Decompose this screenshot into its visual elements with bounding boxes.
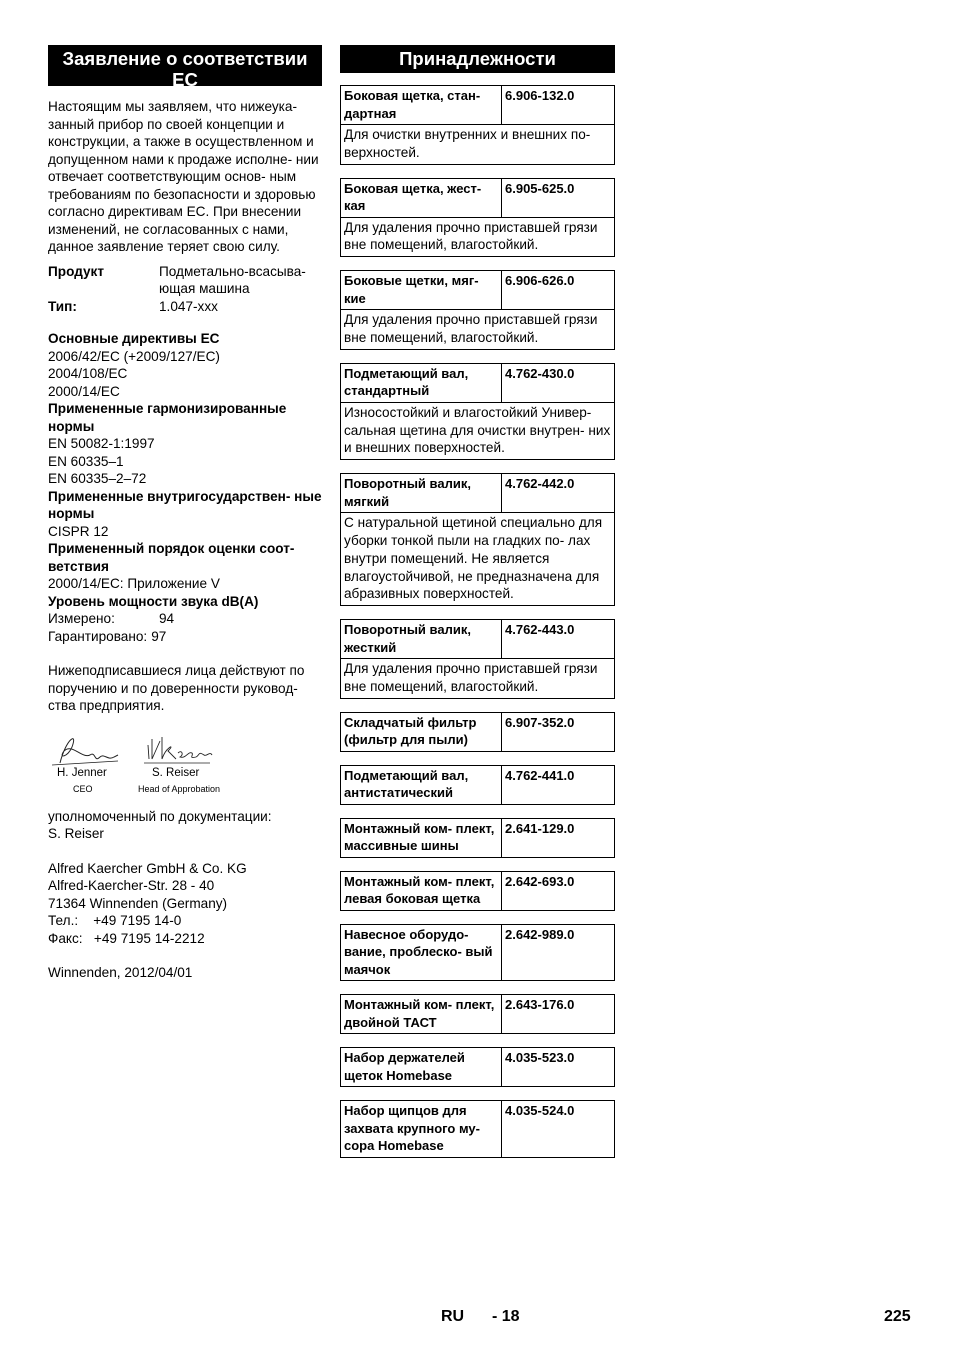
signer2-name: S. Reiser	[152, 766, 200, 779]
national-label: Примененные внутригосударствен- ные нормы	[48, 488, 322, 521]
accessory-item	[340, 818, 615, 858]
accessory-description: Для удаления прочно приставшей грязи вне помещений, влагостойкий.	[341, 217, 614, 257]
footer-page-local: - 18	[492, 1308, 520, 1325]
accessory-item	[340, 178, 615, 258]
accessory-code: 2.643-176.0	[505, 997, 575, 1013]
accessory-header-row	[341, 1101, 614, 1157]
accessory-name: Боковая щетка, стан- дартная	[341, 86, 502, 124]
accessory-description: Для очистки внутренних и внешних по- верхностей.	[341, 124, 614, 164]
company-name: Alfred Kaercher GmbH & Co. KG	[48, 860, 247, 876]
accessories-heading: Принадлежности	[340, 45, 615, 73]
directive-item: 2004/108/ЕС	[48, 366, 128, 381]
accessory-header-row	[341, 713, 614, 751]
accessory-code: 4.762-430.0	[505, 365, 575, 381]
directive-item: 2006/42/ЕС (+2009/127/EC)	[48, 348, 220, 364]
guaranteed-value: 97	[151, 628, 167, 644]
accessory-item	[340, 363, 615, 460]
signatures	[48, 729, 322, 799]
accessory-code: 6.905-625.0	[505, 180, 575, 196]
signer2-title: Head of Approbation	[138, 783, 221, 794]
footer-lang: RU	[441, 1308, 465, 1325]
accessory-item	[340, 473, 615, 606]
accessory-header-row	[341, 364, 614, 402]
harmonized-item: EN 50082-1:1997	[48, 436, 155, 451]
signature-graphic	[48, 729, 228, 769]
directive-item: 2000/14/ЕС	[48, 383, 120, 399]
accessory-name: Набор держателей щеток Homebase	[341, 1048, 502, 1086]
footer-page-global: 225	[884, 1308, 911, 1325]
accessory-header-row	[341, 925, 614, 981]
company-street: Alfred-Kaercher-Str. 28 - 40	[48, 878, 215, 893]
accessory-description: Для удаления прочно приставшей грязи вне помещений, влагостойкий.	[341, 309, 614, 349]
accessory-item	[340, 619, 615, 699]
accessory-name: Боковая щетка, жест- кая	[341, 179, 502, 217]
type-label: Тип:	[48, 298, 77, 314]
accessory-item	[340, 1047, 615, 1087]
product-row	[48, 263, 322, 298]
accessory-name: Набор щипцов для захвата крупного му- сора Homebase	[341, 1101, 502, 1157]
measured-value: 94	[159, 611, 175, 626]
accessory-code: 2.642-989.0	[505, 926, 575, 942]
company-fax: Факс: +49 7195 14-2212	[48, 930, 205, 946]
accessory-code: 4.035-524.0	[505, 1103, 575, 1119]
accessory-header-row	[341, 995, 614, 1033]
national-item: CISPR 12	[48, 523, 109, 539]
company-city: 71364 Winnenden (Germany)	[48, 895, 228, 911]
accessory-name: Навесное оборудо- вание, проблеско- вый маячок	[341, 925, 502, 981]
doc-auth-name: S. Reiser	[48, 826, 104, 841]
accessory-item	[340, 765, 615, 805]
accessory-code: 6.906-132.0	[505, 88, 575, 103]
accessory-code: 2.642-693.0	[505, 873, 575, 889]
place-date: Winnenden, 2012/04/01	[48, 965, 193, 980]
accessory-item	[340, 712, 615, 752]
conformity-column	[48, 45, 322, 982]
accessory-code: 4.035-523.0	[505, 1050, 575, 1066]
accessory-item	[340, 924, 615, 982]
sound-label: Уровень мощности звука dB(A)	[48, 593, 259, 609]
accessory-header-row	[341, 819, 614, 857]
type-value: 1.047-xxx	[159, 298, 218, 314]
harmonized-label: Примененные гармонизированные нормы	[48, 401, 287, 434]
accessory-description: С натуральной щетиной специально для уборки тонкой пыли на гладких по- лах внутри помещений. Не является влагоустойчивой, не предназначена для абразивных поверхностей.	[341, 512, 614, 605]
accessory-name: Поворотный валик, мягкий	[341, 474, 502, 512]
accessory-code: 6.907-352.0	[505, 714, 575, 730]
guaranteed-row	[48, 628, 322, 646]
accessory-header-row	[341, 474, 614, 512]
signers-text: Нижеподписавшиеся лица действуют по поручению и по доверенности руковод- ства предприятия.	[48, 663, 305, 713]
accessory-header-row	[341, 179, 614, 217]
guaranteed-label: Гарантировано:	[48, 628, 148, 644]
accessory-item	[340, 1100, 615, 1158]
accessory-name: Монтажный ком- плект, левая боковая щетка	[341, 872, 502, 910]
accessory-item	[340, 85, 615, 165]
doc-auth-label: уполномоченный по документации:	[48, 808, 272, 824]
accessory-name: Подметающий вал, стандартный	[341, 364, 502, 402]
accessory-description: Для удаления прочно приставшей грязи вне помещений, влагостойкий.	[341, 658, 614, 698]
accessory-code: 4.762-441.0	[505, 767, 575, 783]
harmonized-item: EN 60335–1	[48, 453, 124, 469]
accessory-code: 2.641-129.0	[505, 820, 575, 836]
accessory-name: Монтажный ком- плект, двойной ТАСТ	[341, 995, 502, 1033]
accessory-code: 6.906-626.0	[505, 273, 575, 289]
accessory-header-row	[341, 620, 614, 658]
accessory-header-row	[341, 872, 614, 910]
harmonized-item: EN 60335–2–72	[48, 471, 147, 486]
signer1-name: H. Jenner	[57, 766, 107, 779]
accessory-name: Поворотный валик, жесткий	[341, 620, 502, 658]
procedure-label: Примененный порядок оценки соот- ветствия	[48, 541, 295, 574]
type-row	[48, 298, 322, 316]
accessory-header-row	[341, 271, 614, 309]
company-tel: Тел.: +49 7195 14-0	[48, 913, 182, 928]
measured-label: Измерено:	[48, 611, 115, 626]
accessory-code: 4.762-442.0	[505, 476, 575, 492]
accessory-header-row	[341, 766, 614, 804]
signer1-title: CEO	[73, 783, 93, 794]
procedure-value: 2000/14/EC: Приложение V	[48, 576, 220, 591]
accessory-header-row	[341, 86, 614, 124]
conformity-intro: Настоящим мы заявляем, что нижеука- занный прибор по своей концепции и конструкции, а также в осуществленном и допущенном нами к продаже исполне- нии отвечает соответствующим основ- ным требованиям по безопасности и здоровью согласно директивам ЕС. При внесении изменений, не согласованных с нами, данное заявление теряет свою силу.	[48, 99, 319, 254]
accessory-name: Монтажный ком- плект, массивные шины	[341, 819, 502, 857]
accessory-name: Подметающий вал, антистатический	[341, 766, 502, 804]
accessory-description: Износостойкий и влагостойкий Универ- сальная щетина для очистки внутрен- них и внешних поверхностей.	[341, 402, 614, 459]
accessory-header-row	[341, 1048, 614, 1086]
conformity-heading: Заявление о соответствии ЕС	[48, 45, 322, 86]
accessory-item	[340, 994, 615, 1034]
product-label: Продукт	[48, 263, 105, 279]
accessory-item	[340, 871, 615, 911]
directives-label: Основные директивы ЕС	[48, 331, 220, 346]
accessory-name: Боковые щетки, мяг- кие	[341, 271, 502, 309]
accessories-list	[340, 85, 615, 1158]
measured-row	[48, 610, 322, 628]
product-value: Подметально-всасыва- ющая машина	[159, 263, 306, 296]
accessory-code: 4.762-443.0	[505, 622, 575, 638]
accessory-item	[340, 270, 615, 350]
accessory-name: Складчатый фильтр (фильтр для пыли)	[341, 713, 502, 751]
accessories-column	[340, 45, 615, 1171]
